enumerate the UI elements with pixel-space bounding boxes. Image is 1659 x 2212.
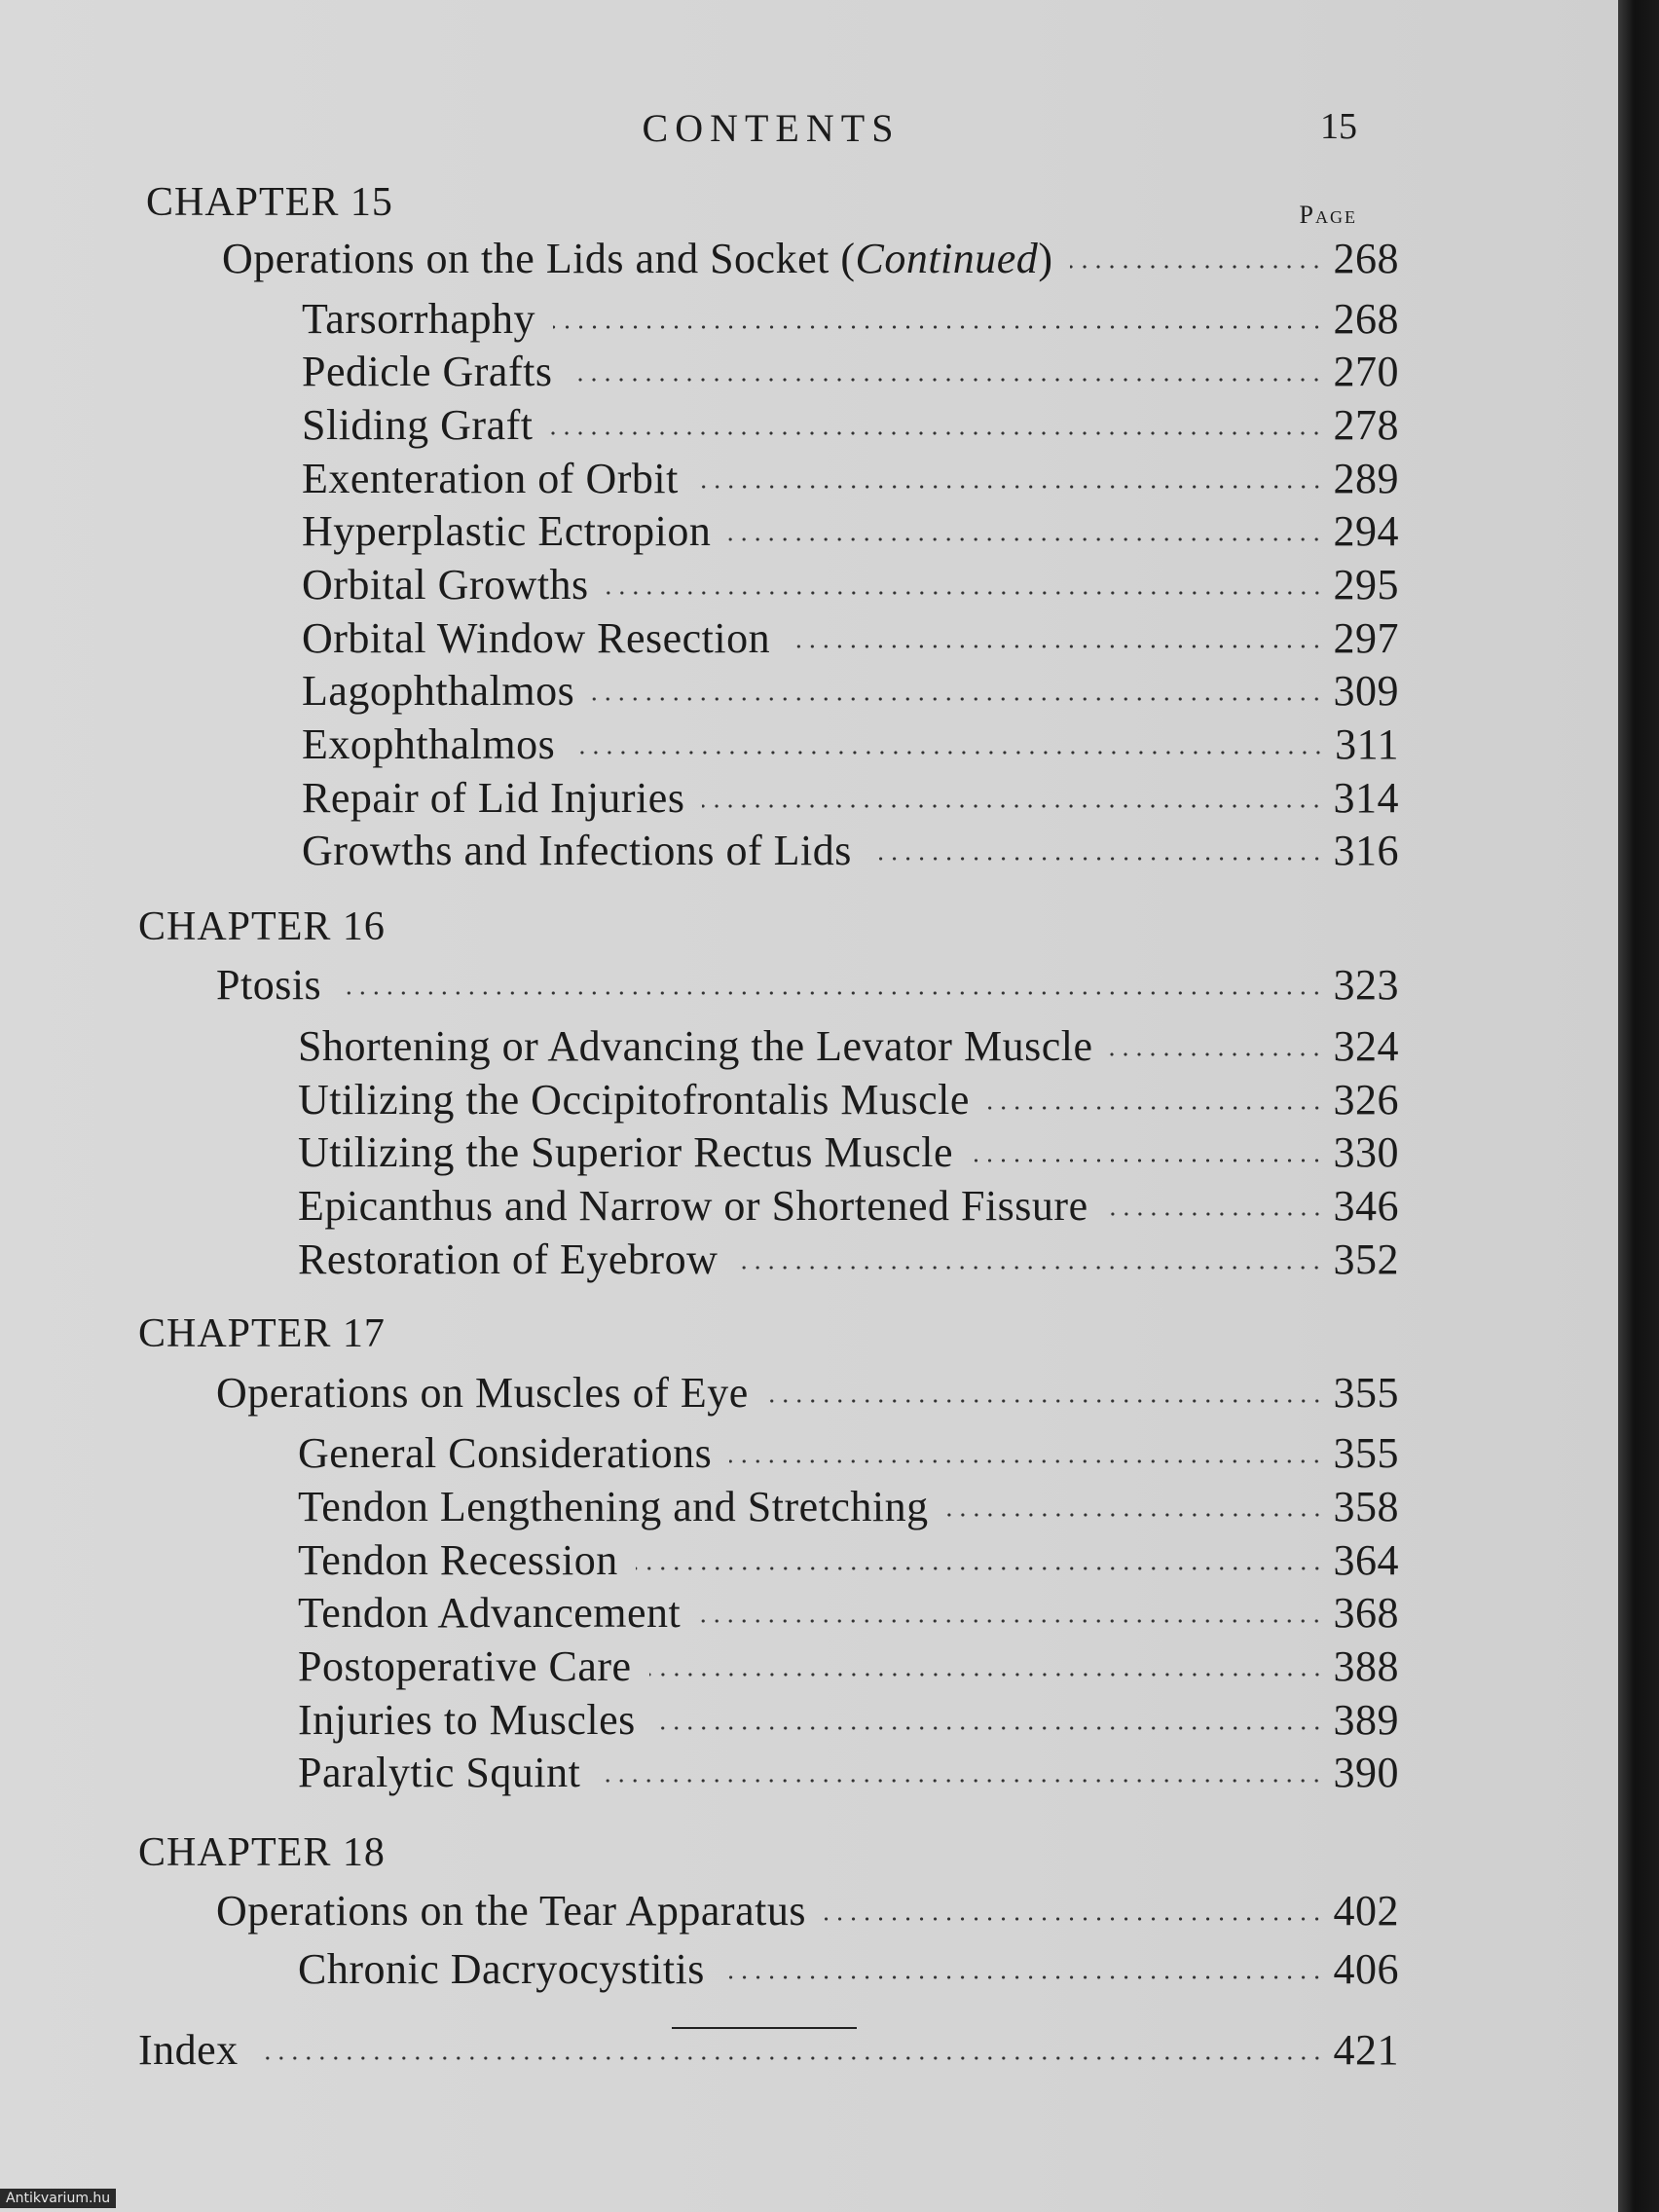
toc-entry bbox=[0, 560, 1399, 609]
dot-leader bbox=[550, 428, 1323, 438]
entry-page: 314 bbox=[1333, 774, 1399, 822]
toc-entry bbox=[0, 454, 1399, 503]
toc-entry bbox=[0, 773, 1399, 823]
dot-leader bbox=[987, 1103, 1324, 1113]
entry-label: Utilizing the Superior Rectus Muscle bbox=[298, 1128, 953, 1176]
entry-label: Growths and Infections of Lids bbox=[302, 827, 852, 874]
entry-page: 278 bbox=[1333, 401, 1399, 449]
entry-page: 355 bbox=[1333, 1429, 1399, 1477]
dot-leader bbox=[649, 1670, 1324, 1679]
dot-leader bbox=[766, 1396, 1324, 1406]
entry-page: 297 bbox=[1333, 614, 1399, 662]
dot-leader bbox=[339, 988, 1323, 998]
toc-entry bbox=[0, 1588, 1399, 1638]
chapter-17-heading: CHAPTER 17 bbox=[138, 1311, 386, 1356]
dot-leader bbox=[946, 1510, 1324, 1520]
toc-entry bbox=[0, 1021, 1399, 1071]
chapter-16-heading: CHAPTER 16 bbox=[138, 904, 386, 949]
book-spine-edge bbox=[1618, 0, 1659, 2212]
entry-label: Tendon Recession bbox=[298, 1536, 618, 1584]
dot-leader bbox=[735, 1263, 1323, 1272]
toc-entry bbox=[0, 1368, 1399, 1418]
toc-entry bbox=[0, 1695, 1399, 1745]
entry-page: 352 bbox=[1333, 1235, 1399, 1283]
entry-page: 270 bbox=[1333, 348, 1399, 395]
entry-label: Pedicle Grafts bbox=[302, 348, 553, 395]
dot-leader bbox=[653, 1723, 1324, 1733]
toc-entry bbox=[0, 506, 1399, 556]
entry-label: Operations on the Lids and Socket (Continued) bbox=[222, 235, 1053, 282]
toc-entry bbox=[0, 960, 1399, 1010]
toc-entry bbox=[0, 1235, 1399, 1284]
entry-label: Injuries to Muscles bbox=[298, 1696, 636, 1744]
entry-label: General Considerations bbox=[298, 1429, 713, 1477]
entry-page: 268 bbox=[1333, 295, 1399, 343]
dot-leader bbox=[728, 535, 1323, 544]
dot-leader bbox=[729, 1456, 1323, 1466]
entry-page: 289 bbox=[1333, 455, 1399, 502]
entry-label: Shortening or Advancing the Levator Muscle bbox=[298, 1022, 1093, 1070]
entry-page: 389 bbox=[1333, 1696, 1399, 1744]
entry-page: 421 bbox=[1333, 2026, 1399, 2074]
entry-label: Postoperative Care bbox=[298, 1642, 632, 1690]
entry-label: Utilizing the Occipitofrontalis Muscle bbox=[298, 1076, 970, 1124]
entry-label: Repair of Lid Injuries bbox=[302, 774, 685, 822]
chapter-15-heading: CHAPTER 15 bbox=[146, 180, 393, 225]
dot-leader bbox=[1106, 1209, 1324, 1219]
entry-label: Tarsorrhaphy bbox=[302, 295, 535, 343]
entry-page: 390 bbox=[1333, 1749, 1399, 1796]
toc-entry bbox=[0, 347, 1399, 396]
toc-entry bbox=[0, 1482, 1399, 1531]
entry-label: Operations on Muscles of Eye bbox=[216, 1369, 749, 1417]
dot-leader bbox=[636, 1564, 1324, 1573]
toc-entry bbox=[0, 1181, 1399, 1231]
dot-leader bbox=[696, 482, 1324, 492]
entry-label: Tendon Lengthening and Stretching bbox=[298, 1483, 929, 1530]
entry-label: Orbital Window Resection bbox=[302, 614, 771, 662]
entry-label: Restoration of Eyebrow bbox=[298, 1235, 719, 1283]
entry-page: 295 bbox=[1333, 561, 1399, 608]
entry-label: Operations on the Tear Apparatus bbox=[216, 1887, 806, 1935]
toc-entry bbox=[0, 826, 1399, 875]
entry-page: 368 bbox=[1333, 1589, 1399, 1637]
dot-leader bbox=[788, 642, 1323, 651]
toc-entry bbox=[0, 234, 1399, 283]
dot-leader bbox=[570, 375, 1323, 385]
entry-label: Orbital Growths bbox=[302, 561, 589, 608]
entry-label: Epicanthus and Narrow or Shortened Fissure bbox=[298, 1182, 1088, 1230]
dot-leader bbox=[598, 1776, 1323, 1786]
entry-page: 406 bbox=[1333, 1945, 1399, 1993]
entry-page: 309 bbox=[1333, 667, 1399, 715]
page-number: 15 bbox=[1320, 106, 1357, 147]
entry-page: 330 bbox=[1333, 1128, 1399, 1176]
dot-leader bbox=[256, 2053, 1324, 2063]
dot-leader bbox=[572, 748, 1325, 757]
entry-page: 323 bbox=[1333, 961, 1399, 1009]
toc-entry bbox=[0, 1886, 1399, 1936]
watermark: Antikvarium.hu bbox=[0, 2189, 116, 2208]
dot-leader bbox=[1110, 1050, 1323, 1059]
toc-entry bbox=[0, 666, 1399, 716]
dot-leader bbox=[592, 694, 1323, 704]
dot-leader bbox=[698, 1616, 1323, 1626]
entry-page: 324 bbox=[1333, 1022, 1399, 1070]
chapter-18-heading: CHAPTER 18 bbox=[138, 1830, 386, 1875]
toc-entry bbox=[0, 1748, 1399, 1797]
toc-entry-index bbox=[0, 2025, 1399, 2075]
entry-label: Exenteration of Orbit bbox=[302, 455, 679, 502]
entry-page: 294 bbox=[1333, 507, 1399, 555]
running-title: CONTENTS bbox=[642, 106, 901, 150]
toc-entry bbox=[0, 1075, 1399, 1124]
toc-entry bbox=[0, 1641, 1399, 1691]
dot-leader bbox=[702, 801, 1323, 811]
dot-leader bbox=[553, 322, 1324, 332]
entry-label: Tendon Advancement bbox=[298, 1589, 682, 1637]
entry-label: Sliding Graft bbox=[302, 401, 534, 449]
toc-entry bbox=[0, 719, 1399, 769]
toc-entry bbox=[0, 400, 1399, 450]
entry-label: Lagophthalmos bbox=[302, 667, 575, 715]
entry-page: 358 bbox=[1333, 1483, 1399, 1530]
entry-label: Ptosis bbox=[216, 961, 322, 1009]
entry-label: Exophthalmos bbox=[302, 720, 556, 768]
entry-label: Hyperplastic Ectropion bbox=[302, 507, 712, 555]
toc-entry bbox=[0, 613, 1399, 663]
entry-page: 311 bbox=[1335, 720, 1399, 768]
toc-entry bbox=[0, 1535, 1399, 1585]
entry-label: Paralytic Squint bbox=[298, 1749, 581, 1796]
toc-entry bbox=[0, 294, 1399, 344]
toc-entry bbox=[0, 1428, 1399, 1478]
page-column-heading: Page bbox=[1299, 201, 1357, 229]
dot-leader bbox=[722, 1972, 1324, 1982]
entry-page: 268 bbox=[1333, 235, 1399, 282]
dot-leader bbox=[607, 588, 1324, 598]
entry-page: 316 bbox=[1333, 827, 1399, 874]
dot-leader bbox=[971, 1156, 1324, 1165]
toc-entry bbox=[0, 1127, 1399, 1177]
dot-leader bbox=[869, 854, 1324, 864]
entry-page: 355 bbox=[1333, 1369, 1399, 1417]
entry-page: 346 bbox=[1333, 1182, 1399, 1230]
entry-page: 326 bbox=[1333, 1076, 1399, 1124]
entry-page: 402 bbox=[1333, 1887, 1399, 1935]
entry-page: 388 bbox=[1333, 1642, 1399, 1690]
toc-entry bbox=[0, 1944, 1399, 1994]
entry-page: 364 bbox=[1333, 1536, 1399, 1584]
entry-label: Index bbox=[138, 2026, 239, 2074]
dot-leader bbox=[1070, 262, 1323, 272]
entry-label: Chronic Dacryocystitis bbox=[298, 1945, 705, 1993]
dot-leader bbox=[824, 1914, 1324, 1924]
